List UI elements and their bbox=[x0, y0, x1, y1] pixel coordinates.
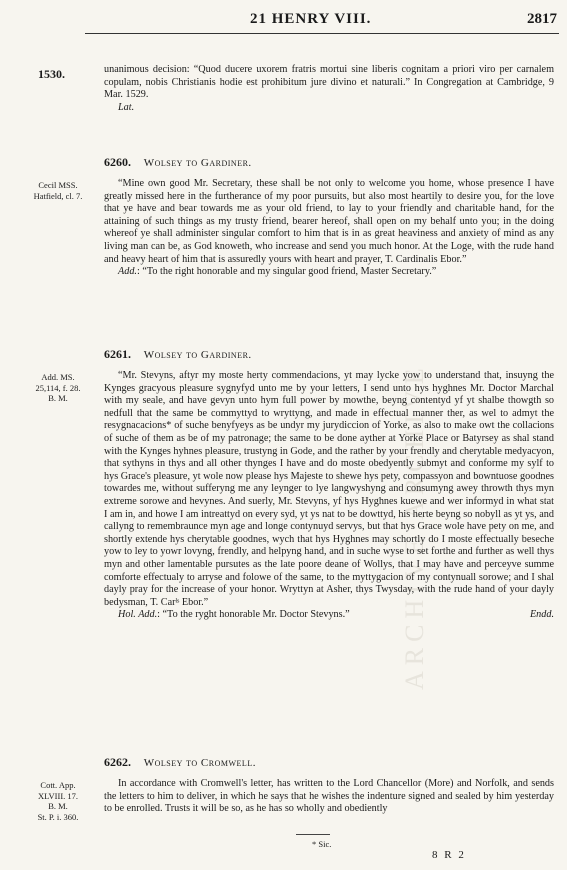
address-label: Hol. Add. bbox=[118, 609, 158, 621]
year-marker: 1530. bbox=[38, 67, 65, 81]
entry-title: Wolsey to Cromwell. bbox=[143, 757, 256, 769]
source-line: B. M. bbox=[48, 393, 68, 403]
entry-6261-body bbox=[104, 370, 554, 622]
letter-text: In accordance with Cromwell's letter, has written to the Lord Chancellor (More) and Norfolk, and sends the letters to him to deliver, in which he says that he wishes the indenture signed and sealed by him yesterday to be enrolled. Trusts it will be so, as he has so wholly and obediently bbox=[104, 778, 554, 815]
intro-text: unanimous decision: “Quod ducere uxorem fratris mortui sine liberis cognitam a priori viro per carnalem copulam, nobis Christianis hodie est prohibitum jure divino et naturali.” In Congregation at Cambridge, 9 Mar. 1529. bbox=[104, 64, 554, 101]
page-header bbox=[0, 7, 567, 31]
entry-title: Wolsey to Gardiner. bbox=[143, 349, 252, 361]
endorsement: Endd. bbox=[529, 609, 554, 621]
intro-paragraph bbox=[104, 64, 554, 114]
page-number: 2817 bbox=[527, 11, 557, 27]
footnote-rule bbox=[296, 834, 330, 835]
header-rule bbox=[85, 33, 559, 34]
source-line: Cecil MSS. bbox=[38, 180, 78, 190]
entry-6262-heading bbox=[104, 755, 256, 770]
source-line: Hatfield, cl. 7. bbox=[33, 190, 83, 201]
entry-6261-source bbox=[28, 372, 88, 404]
entry-number: 6260. bbox=[104, 155, 131, 169]
entry-number: 6261. bbox=[104, 347, 131, 361]
watermark: ARCHIVE ARCHIVE bbox=[400, 362, 429, 690]
entry-6261-heading bbox=[104, 347, 252, 362]
address-text: : “To the ryght honorable Mr. Doctor Stevyns.” bbox=[157, 609, 350, 621]
entry-title: Wolsey to Gardiner. bbox=[143, 157, 252, 169]
intro-lang: Lat. bbox=[118, 101, 135, 113]
address-line bbox=[104, 266, 554, 279]
entry-6262-source bbox=[28, 780, 88, 822]
address-text: : “To the right honorable and my singular good friend, Master Secretary.” bbox=[136, 266, 437, 278]
letter-text: “Mine own good Mr. Secretary, these shall be not only to welcome you home, whose presence I have greatly missed here in the furtherance of my poor pursuits, but also most heartily to desire you, for the love that ye have and bear towards me as your old friend, to lay to your friendly and charitable hand, for the attaining of such things as my trusty friend, bearer hereof, shall open on my behalf unto you; in the doing whereof ye shall administer singular comfort to him that is in as great heaviness and anxiety of mind as any living man can be, as God knoweth, who increase and send you much honor. At the Loge, with the rude hand and heavy heart of him that is assuredly yours with heart and prayer, T. Cardinalis Ebor.” bbox=[104, 178, 554, 265]
entry-number: 6262. bbox=[104, 755, 131, 769]
source-line: XLVIII. 17. bbox=[37, 790, 79, 801]
source-line: 25,114, f. 28. bbox=[35, 382, 81, 393]
source-line: Cott. App. bbox=[40, 780, 76, 790]
letter-text: “Mr. Stevyns, aftyr my moste herty commendacions, yt may lycke yow to understand that, insuyng the Kynges gracyous pleasure sygnyfyd unto me by your letters, I send unto hys hyghnes Mr. Doctor Marchal with my seale, and have gevyn unto hym full power by mowthe, beyng contentyd yf yt shalbe thowgth so nedfull that the same be commyttyd to wryttyng, and made in effectual manner ther, as wel to admyt the resygnacacions* of suche benyfyeys as be undyr my jurydiccion of Yorke, as also to make owt the collacions of suche of them as be of my patronage; the same to be done ayther at Yorke Place or Batyrsey as shal stand with the Kynges hyhnes pleasure, trustyng in Gode, and the rather by your frendly and cherytable medyacyon, that sythyns in thys and all other thynges I have and do moste obedyently submyt and conforme my sylf to hys Grace's pleasure, yt wole now please hys Majeste to shewe hys pety, compassyon and bowntuose goodnes towardes me, without sufferyng me any leynger to lye langwyshyng and consumyng awey throwth thys myn extreme sorowe and hevynes. And suerly, Mr. Stevyns, yf hys Hyghnes kuewe and wer informyd in what stat I am in, and howe I am intreattyd on every syd, yt ys nat to be dowttyd, his herte beyng so nobyll as yt ys, and callyng to remembraunce myn age and longe contynuyd servys, but that hys Grace wole have pety on me, and shortly extende hys cherytable goodnes, wych that hys Hyghnes may schortly do I moste effectually beseche yow to ley to yowr lovyng, frendly, and helpyng hand, and in suche wyse to set forthe and further as well thys myn and other lamentable pursutes as the late poore deane of Wollys, that I may have and perceyve summe comforte effectualy to arryse and folowe of the same, to the myttygacion of my contynuall sorowe; and I shal dayly pray for the increase of your honor. Wryttyn at Asher, thys Twysday, with the rude hand of your dayly bedysman, T. Carˡˢ Ebor.” bbox=[104, 370, 554, 608]
address-line bbox=[104, 609, 554, 622]
footnote: * Sic. bbox=[312, 839, 332, 849]
signature-mark: 8 R 2 bbox=[432, 849, 466, 861]
source-line: B. M. bbox=[48, 801, 68, 811]
entry-6260-body bbox=[104, 178, 554, 279]
address-label: Add. bbox=[118, 266, 137, 278]
running-title: 21 HENRY VIII. bbox=[250, 11, 372, 27]
source-line: Add. MS. bbox=[41, 372, 75, 382]
entry-6260-heading bbox=[104, 155, 252, 170]
entry-6260-source bbox=[28, 180, 88, 201]
entry-6262-body bbox=[104, 778, 554, 816]
source-line: St. P. i. 360. bbox=[37, 811, 79, 822]
